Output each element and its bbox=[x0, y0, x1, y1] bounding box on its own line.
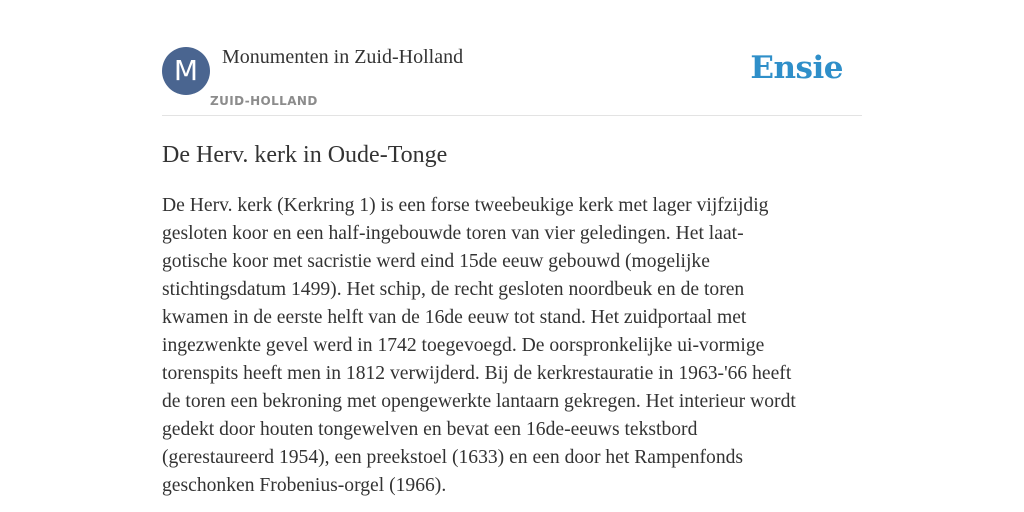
body-line: gotische koor met sacristie werd eind 15de eeuw gebouwd (mogelijke bbox=[162, 251, 710, 272]
body-line: ingezwenkte gevel werd in 1742 toegevoegd. De oorspronkelijke ui-vormige bbox=[162, 335, 765, 356]
avatar[interactable]: M bbox=[162, 47, 210, 95]
article-body bbox=[162, 192, 862, 500]
body-line: torenspits heeft men in 1812 verwijderd. Bij de kerkrestauratie in 1963-'66 heeft bbox=[162, 363, 792, 384]
body-line: stichtingsdatum 1499). Het schip, de recht gesloten noordbeuk en de toren bbox=[162, 279, 745, 300]
site-subtitle: ZUID-HOLLAND bbox=[210, 94, 318, 108]
body-line: de toren een bekroning met opengewerkte lantaarn gekregen. Het interieur wordt bbox=[162, 391, 796, 412]
body-line: De Herv. kerk (Kerkring 1) is een forse tweebeukige kerk met lager vijfzijdig bbox=[162, 195, 769, 216]
body-line: geschonken Frobenius-orgel (1966). bbox=[162, 475, 447, 496]
article-title: De Herv. kerk in Oude-Tonge bbox=[162, 142, 448, 168]
body-line: gesloten koor en een half-ingebouwde toren van vier geledingen. Het laat- bbox=[162, 223, 744, 244]
body-line: kwamen in de eerste helft van de 16de eeuw tot stand. Het zuidportaal met bbox=[162, 307, 747, 328]
brand-logo[interactable]: Ensie bbox=[750, 50, 843, 86]
article-card bbox=[162, 44, 862, 500]
body-line: gedekt door houten tongewelven en bevat een 16de-eeuws tekstbord bbox=[162, 419, 698, 440]
card-header bbox=[162, 44, 862, 116]
body-line: (gerestaureerd 1954), een preekstoel (1633) en een door het Rampenfonds bbox=[162, 447, 744, 468]
site-title[interactable]: Monumenten in Zuid-Holland bbox=[222, 46, 464, 68]
